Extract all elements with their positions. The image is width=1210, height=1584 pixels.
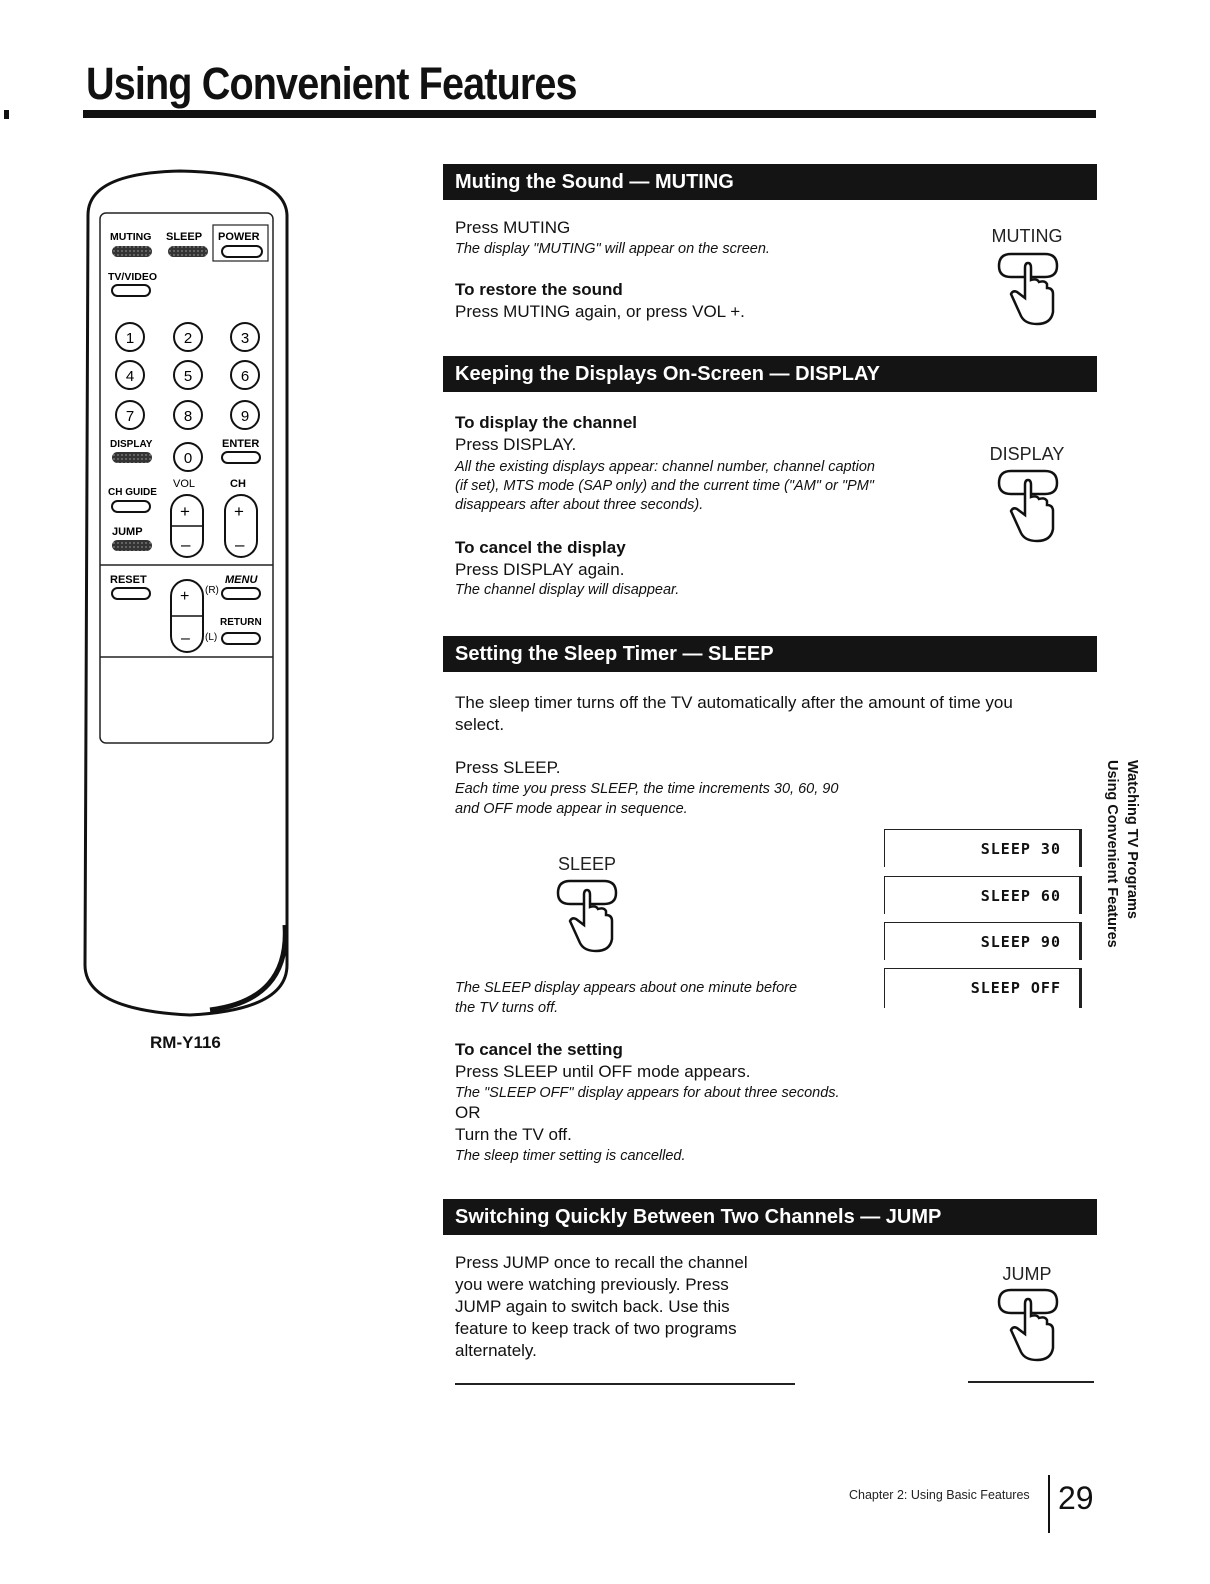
remote-control-illustration: [80, 165, 295, 1025]
muting-restore-text: Press MUTING again, or press VOL +.: [455, 302, 745, 321]
display-sub2-press: Press DISPLAY again.: [455, 560, 625, 579]
sleep-intro-line2: select.: [455, 715, 505, 734]
remote-digit-1-label: 1: [125, 330, 135, 347]
sleep-intro-line1: The sleep timer turns off the TV automatically after the amount of time you: [455, 693, 1013, 712]
remote-enter-button: [222, 452, 260, 463]
remote-display-label: DISPLAY: [110, 439, 153, 450]
remote-digit-7-label: 7: [125, 408, 135, 425]
footer-divider: [1048, 1475, 1050, 1533]
remote-menu-button: [222, 588, 260, 599]
section-header-sleep: Setting the Sleep Timer — SLEEP: [443, 636, 1097, 672]
sleep-icon-label: SLEEP: [557, 854, 617, 874]
sleep-note2: and OFF mode appear in sequence.: [455, 801, 688, 817]
remote-ch-guide-label: CH GUIDE: [108, 487, 157, 498]
section-header-jump: Switching Quickly Between Two Channels — JUMP: [443, 1199, 1097, 1235]
remote-digit-4-label: 4: [125, 368, 135, 385]
remote-power-button: [222, 246, 262, 257]
sleep-display-90: [884, 922, 1082, 960]
sleep-turn-off: Turn the TV off.: [455, 1125, 572, 1144]
section-header-muting: Muting the Sound — MUTING: [443, 164, 1097, 200]
remote-digit-3-label: 3: [240, 330, 250, 347]
remote-sleep-button: [168, 246, 208, 257]
sleep-cancel-note: The "SLEEP OFF" display appears for about three seconds.: [455, 1085, 840, 1101]
display-sub1-note2: (if set), MTS mode (SAP only) and the current time ("AM" or "PM": [455, 478, 874, 494]
display-sub2-note: The channel display will disappear.: [455, 582, 680, 598]
remote-jump-label: JUMP: [112, 526, 143, 538]
remote-vol-minus: –: [181, 535, 191, 554]
sleep-display-30: [884, 829, 1082, 867]
hand-press-icon: [997, 1286, 1061, 1364]
remote-ch-guide-button: [112, 501, 150, 512]
remote-digit-9-label: 9: [240, 408, 250, 425]
title-rule: [83, 110, 1096, 118]
remote-vol-label: VOL: [173, 478, 196, 490]
sleep-display-60: [884, 876, 1082, 914]
footer-chapter: Chapter 2: Using Basic Features: [849, 1488, 1030, 1502]
hand-press-icon: [997, 250, 1061, 328]
remote-reset-label: RESET: [110, 574, 147, 586]
jump-icon-label: JUMP: [1002, 1264, 1052, 1284]
sleep-turn-off-note: The sleep timer setting is cancelled.: [455, 1148, 686, 1164]
jump-line-3: JUMP again to switch back. Use this: [455, 1297, 730, 1316]
remote-return-label: RETURN: [220, 617, 262, 628]
remote-model-label: RM-Y116: [150, 1033, 221, 1052]
remote-menu-minus: –: [181, 630, 190, 647]
display-icon-label: DISPLAY: [989, 444, 1065, 464]
remote-return-button: [222, 633, 260, 644]
remote-digit-6-label: 6: [240, 368, 250, 385]
jump-line-5: alternately.: [455, 1341, 537, 1360]
margin-mark: [4, 110, 9, 119]
remote-tv-video-button: [112, 285, 150, 296]
muting-restore-title: To restore the sound: [455, 280, 623, 299]
page-title: Using Convenient Features: [86, 58, 577, 109]
display-sub1-press: Press DISPLAY.: [455, 435, 577, 454]
end-rule-left: [455, 1383, 795, 1385]
remote-sleep-label: SLEEP: [166, 231, 203, 243]
page-number: 29: [1058, 1480, 1094, 1516]
jump-line-4: feature to keep track of two programs: [455, 1319, 737, 1338]
remote-digit-0-label: 0: [183, 450, 193, 467]
remote-ch-minus: –: [235, 535, 245, 554]
jump-line-2: you were watching previously. Press: [455, 1275, 729, 1294]
remote-jump-button: [112, 540, 152, 551]
remote-muting-button: [112, 246, 152, 257]
sleep-display-off: [884, 968, 1082, 1008]
remote-digit-2-label: 2: [183, 330, 193, 347]
remote-digit-8-label: 8: [183, 408, 193, 425]
remote-menu-label: MENU: [225, 574, 258, 586]
end-rule-right: [968, 1381, 1094, 1383]
hand-press-icon: [556, 877, 620, 955]
sleep-display-90-text: SLEEP 90: [980, 933, 1061, 951]
section-header-display: Keeping the Displays On-Screen — DISPLAY: [443, 356, 1097, 392]
remote-vol-plus: +: [180, 502, 190, 521]
remote-display-button: [112, 452, 152, 463]
muting-icon-label: MUTING: [991, 226, 1063, 246]
remote-l-label: (L): [205, 632, 218, 643]
sleep-display-60-text: SLEEP 60: [980, 887, 1061, 905]
sleep-after-note1: The SLEEP display appears about one minute before: [455, 980, 798, 996]
display-sub1-title: To display the channel: [455, 413, 637, 432]
side-tab-line2: Using Convenient Features: [1104, 760, 1120, 948]
sleep-display-off-text: SLEEP OFF: [970, 979, 1061, 997]
sleep-or: OR: [455, 1103, 481, 1122]
remote-power-label: POWER: [218, 231, 260, 243]
remote-digit-5-label: 5: [183, 368, 193, 385]
muting-press: Press MUTING: [455, 218, 571, 237]
jump-line-1: Press JUMP once to recall the channel: [455, 1253, 748, 1272]
side-tab: [1100, 760, 1144, 948]
sleep-cancel-press: Press SLEEP until OFF mode appears.: [455, 1062, 751, 1081]
side-tab-line1: Watching TV Programs: [1124, 760, 1140, 919]
remote-r-label: (R): [205, 585, 219, 596]
hand-press-icon: [997, 467, 1061, 545]
remote-muting-label: MUTING: [110, 231, 152, 243]
sleep-cancel-title: To cancel the setting: [455, 1040, 623, 1059]
remote-ch-plus: +: [234, 502, 244, 521]
muting-note: The display "MUTING" will appear on the screen.: [455, 241, 770, 257]
sleep-after-note2: the TV turns off.: [455, 1000, 559, 1016]
remote-ch-label: CH: [230, 478, 246, 490]
remote-enter-label: ENTER: [222, 438, 260, 450]
display-sub1-note3: disappears after about three seconds).: [455, 497, 704, 513]
display-sub1-note1: All the existing displays appear: channel number, channel caption: [455, 459, 875, 475]
remote-reset-button: [112, 588, 150, 599]
sleep-note1: Each time you press SLEEP, the time increments 30, 60, 90: [455, 781, 839, 797]
remote-menu-plus: +: [180, 588, 190, 605]
remote-tv-video-label: TV/VIDEO: [108, 271, 158, 283]
sleep-press: Press SLEEP.: [455, 758, 561, 777]
sleep-display-30-text: SLEEP 30: [980, 840, 1061, 858]
display-sub2-title: To cancel the display: [455, 538, 626, 557]
